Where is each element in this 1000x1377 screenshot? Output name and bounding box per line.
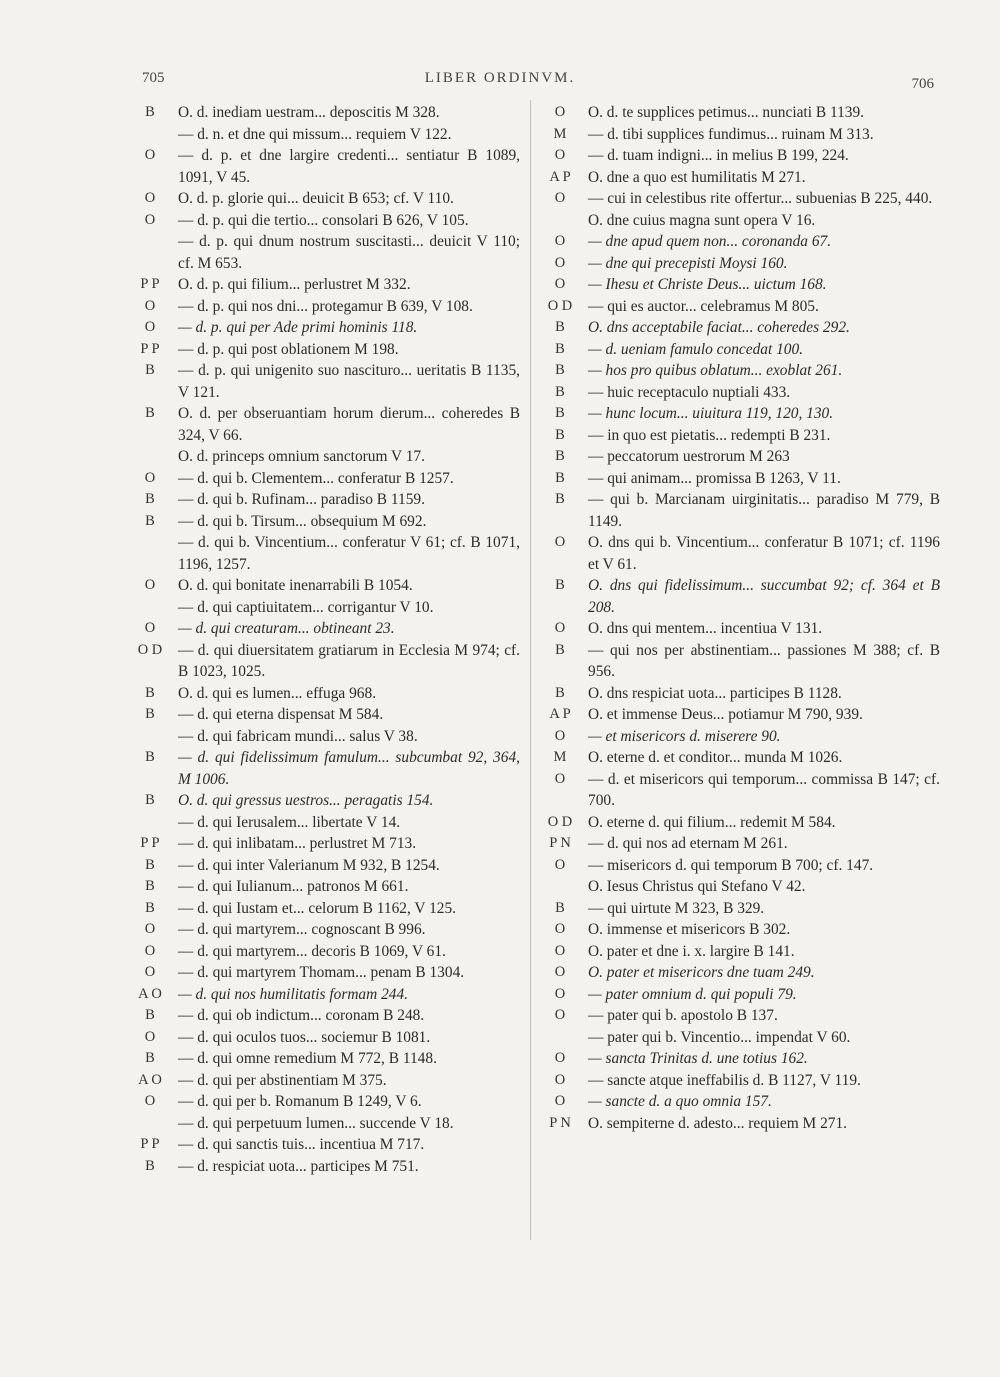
entry-siglum: O	[144, 211, 156, 228]
entry-text: — hos pro quibus oblatum... exoblat 261.	[588, 362, 843, 379]
index-entry	[538, 188, 940, 210]
index-entry	[538, 984, 940, 1006]
entry-siglum: O	[554, 856, 566, 873]
entry-siglum: B	[555, 684, 565, 701]
entry-siglum: O	[144, 1028, 156, 1045]
entry-text: O. et immense Deus... potiamur M 790, 939.	[588, 706, 863, 723]
index-entry	[538, 1091, 940, 1113]
entry-siglum: O	[554, 985, 566, 1002]
entry-text: — d. qui inter Valerianum M 932, B 1254.	[178, 856, 440, 874]
entry-siglum: B	[145, 792, 155, 808]
entry-siglum: O	[554, 921, 566, 937]
entry-text: — d. p. qui post oblationem M 198.	[178, 340, 399, 358]
entry-text: — hunc locum... uiuitura 119, 120, 130.	[588, 405, 834, 422]
index-entry	[128, 1134, 520, 1156]
entry-text: — d. p. qui dnum nostrum suscitasti... deuicit V 110; cf. M 653.	[178, 233, 520, 272]
entry-text: — d. qui inlibatam... perlustret M 713.	[178, 835, 417, 852]
entry-text: O. dns qui fidelissimum... succumbat 92; cf. 364 et B 208.	[588, 577, 940, 616]
entry-text: — qui nos per abstinentiam... passiones M 388; cf. B 956.	[588, 641, 940, 680]
entry-siglum: O	[554, 276, 566, 292]
entry-siglum: O	[144, 319, 156, 335]
entry-text: — qui animam... promissa B 1263, V 11.	[588, 469, 841, 487]
index-entry	[128, 618, 520, 640]
index-entry	[128, 833, 520, 855]
entry-siglum: O	[554, 620, 566, 636]
entry-siglum: O	[554, 147, 566, 163]
index-entry	[538, 102, 940, 124]
entry-text: — d. qui per abstinentiam M 375.	[178, 1071, 387, 1089]
entry-text: — d. p. qui unigenito suo nascituro... ueritatis B 1135, V 121.	[178, 362, 520, 401]
entry-text: O. dns qui mentem... incentiua V 131.	[588, 620, 823, 637]
index-entry	[128, 468, 520, 490]
entry-text: — pater qui b. Vincentio... impendat V 60.	[588, 1028, 851, 1046]
index-entry	[538, 618, 940, 640]
index-entry	[128, 812, 520, 834]
index-entry	[128, 446, 520, 468]
entry-text: — sancte atque ineffabilis d. B 1127, V 119.	[588, 1071, 861, 1089]
index-entry	[128, 683, 520, 705]
entry-text: — d. qui per b. Romanum B 1249, V 6.	[178, 1093, 422, 1110]
entry-text: — d. p. qui nos dni... protegamur B 639, V 108.	[178, 297, 473, 315]
index-entry	[128, 188, 520, 210]
entry-text: — d. qui Iustam et... celorum B 1162, V 125.	[178, 899, 457, 917]
entry-text: — d. qui creaturam... obtineant 23.	[178, 620, 395, 637]
entry-siglum: B	[555, 448, 565, 464]
index-entry	[538, 468, 940, 490]
entry-siglum: O	[554, 1007, 566, 1023]
index-entry	[538, 532, 940, 575]
index-entry	[128, 1070, 520, 1092]
entry-siglum: O	[144, 469, 156, 486]
index-entry	[128, 919, 520, 941]
entry-siglum: B	[145, 684, 155, 701]
index-entry	[538, 296, 940, 318]
index-entry	[538, 962, 940, 984]
entry-siglum: B	[555, 383, 565, 400]
entry-siglum: B	[145, 1007, 155, 1023]
entry-text: — d. qui nos ad eternam M 261.	[588, 835, 788, 852]
entry-text: — in quo est pietatis... redempti B 231.	[588, 426, 831, 444]
entry-text: O. d. p. glorie qui... deuicit B 653; cf. V 110.	[178, 190, 454, 207]
entry-text: O. Iesus Christus qui Stefano V 42.	[588, 878, 806, 895]
index-entry	[538, 403, 940, 425]
index-entry	[538, 1070, 940, 1092]
index-entry	[128, 597, 520, 619]
index-entry	[538, 167, 940, 189]
index-entry	[538, 425, 940, 447]
index-entry	[128, 532, 520, 575]
entry-text: O. pater et dne i. x. largire B 141.	[588, 942, 795, 960]
index-entry	[128, 1005, 520, 1027]
index-entry	[128, 274, 520, 296]
entry-text: — pater qui b. apostolo B 137.	[588, 1007, 778, 1024]
entry-siglum: P P	[140, 340, 160, 357]
index-entry	[128, 145, 520, 188]
entry-siglum: B	[555, 491, 565, 507]
page-number-right: 706	[911, 76, 934, 92]
entry-siglum: O	[554, 254, 566, 271]
entry-text: — d. tuam indigni... in melius B 199, 224.	[588, 147, 849, 164]
entry-text: — d. qui b. Vincentium... conferatur V 61; cf. B 1071, 1196, 1257.	[178, 534, 520, 573]
entry-text: — d. qui eterna dispensat M 584.	[178, 706, 384, 723]
page-header	[0, 66, 1000, 96]
entry-siglum: P P	[140, 276, 160, 292]
entry-text: — peccatorum uestrorum M 263	[588, 448, 790, 465]
index-entry	[538, 382, 940, 404]
entry-siglum: B	[555, 899, 565, 916]
index-entry	[128, 726, 520, 748]
index-entry	[128, 941, 520, 963]
index-entry	[538, 640, 940, 683]
entry-siglum: O D	[547, 297, 573, 314]
entry-text: — d. p. et dne largire credenti... sentiatur B 1089, 1091, V 45.	[178, 147, 520, 186]
entry-text: — pater omnium d. qui populi 79.	[588, 985, 797, 1003]
entry-siglum: B	[145, 104, 155, 120]
index-entry	[538, 683, 940, 705]
index-entry	[128, 1156, 520, 1178]
entry-siglum: B	[555, 577, 565, 593]
entry-text: — dne apud quem non... coronanda 67.	[588, 233, 832, 250]
column-divider	[530, 100, 531, 1240]
index-entry	[128, 747, 520, 790]
index-entry	[538, 360, 940, 382]
entry-text: O. dne cuius magna sunt opera V 16.	[588, 211, 816, 229]
entry-text: — Ihesu et Christe Deus... uictum 168.	[588, 276, 827, 293]
entry-text: — d. tibi supplices fundimus... ruinam M 313.	[588, 125, 874, 143]
page-number-left: 705	[142, 70, 165, 86]
index-entry	[128, 1113, 520, 1135]
entry-siglum: O	[144, 297, 156, 314]
entry-siglum: A O	[138, 985, 162, 1002]
index-entry	[128, 231, 520, 274]
index-entry	[128, 1027, 520, 1049]
entry-text: — dne qui precepisti Moysi 160.	[588, 254, 788, 272]
running-title: LIBER ORDINVM.	[424, 70, 576, 86]
entry-siglum: P P	[140, 835, 160, 851]
entry-text: O. pater et misericors dne tuam 249.	[588, 964, 815, 981]
entry-siglum: B	[555, 362, 565, 378]
index-entry	[128, 1048, 520, 1070]
entry-text: O. dns qui b. Vincentium... conferatur B 1071; cf. 1196 et V 61.	[588, 534, 940, 573]
entry-siglum: O	[554, 942, 566, 959]
index-entry	[128, 360, 520, 403]
entry-siglum: B	[555, 340, 565, 357]
entry-text: — cui in celestibus rite offertur... subuenias B 225, 440.	[588, 190, 933, 207]
entry-text: — d. respiciat uota... participes M 751.	[178, 1157, 419, 1175]
entry-text: — d. qui b. Clementem... conferatur B 1257.	[178, 469, 454, 487]
entry-text: O. d. per obseruantiam horum dierum... coheredes B 324, V 66.	[178, 405, 520, 444]
index-entry	[128, 403, 520, 446]
entry-siglum: O	[144, 620, 156, 636]
index-entry	[538, 812, 940, 834]
entry-text: O. d. qui gressus uestros... peragatis 154.	[178, 792, 434, 809]
entry-siglum: B	[145, 878, 155, 894]
index-entry	[538, 769, 940, 812]
entry-siglum: O	[554, 1050, 566, 1066]
entry-siglum: B	[555, 641, 565, 658]
entry-siglum: B	[145, 856, 155, 873]
entry-siglum: O	[554, 104, 566, 120]
index-entry	[128, 790, 520, 812]
entry-text: — d. qui perpetuum lumen... succende V 18.	[178, 1114, 454, 1132]
entry-text: — d. qui fidelissimum famulum... subcumbat 92, 364, M 1006.	[178, 749, 520, 788]
entry-siglum: P N	[549, 835, 571, 851]
index-entry	[128, 489, 520, 511]
entry-text: — d. qui Ierusalem... libertate V 14.	[178, 813, 401, 831]
entry-siglum: O	[144, 190, 156, 206]
index-entry	[538, 274, 940, 296]
entry-siglum: M	[553, 125, 567, 142]
entry-text: — misericors d. qui temporum B 700; cf. 147.	[588, 856, 874, 874]
entry-text: — d. qui martyrem Thomam... penam B 1304.	[178, 964, 465, 981]
entry-siglum: O	[554, 190, 566, 206]
index-entry	[538, 210, 940, 232]
entry-text: — d. qui martyrem... decoris B 1069, V 61.	[178, 942, 446, 960]
index-entry	[128, 640, 520, 683]
entry-text: — sancta Trinitas d. une totius 162.	[588, 1050, 808, 1067]
entry-text: O. eterne d. et conditor... munda M 1026.	[588, 749, 843, 766]
entry-text: — qui es auctor... celebramus M 805.	[588, 297, 819, 315]
entry-siglum: O	[554, 964, 566, 980]
entry-text: — d. qui Iulianum... patronos M 661.	[178, 878, 409, 895]
entry-text: — sancte d. a quo omnia 157.	[588, 1093, 772, 1110]
index-entry	[538, 941, 940, 963]
index-entry	[538, 919, 940, 941]
index-entry	[128, 984, 520, 1006]
entry-text: — qui uirtute M 323, B 329.	[588, 899, 765, 917]
entry-text: — d. qui fabricam mundi... salus V 38.	[178, 727, 418, 745]
entry-siglum: B	[555, 319, 565, 335]
entry-text: — d. qui martyrem... cognoscant B 996.	[178, 921, 426, 938]
index-entry	[538, 747, 940, 769]
index-entry	[538, 124, 940, 146]
entry-siglum: P P	[140, 1136, 160, 1152]
entry-siglum: P N	[549, 1114, 571, 1131]
entry-text: O. d. te supplices petimus... nunciati B 1139.	[588, 104, 865, 121]
entry-siglum: B	[145, 1050, 155, 1066]
index-entry	[128, 575, 520, 597]
entry-text: — d. et misericors qui temporum... commissa B 147; cf. 700.	[588, 770, 940, 809]
entry-siglum: O	[144, 577, 156, 593]
entry-text: O. d. qui es lumen... effuga 968.	[178, 684, 377, 702]
entry-siglum: O D	[137, 641, 163, 658]
entry-text: — d. qui omne remedium M 772, B 1148.	[178, 1050, 437, 1067]
index-entry	[128, 511, 520, 533]
index-entry	[128, 339, 520, 361]
index-entry	[538, 575, 940, 618]
index-entry	[128, 704, 520, 726]
entry-siglum: B	[145, 405, 155, 421]
index-entry	[538, 339, 940, 361]
entry-siglum: O	[554, 233, 566, 249]
entry-text: O. d. qui bonitate inenarrabili B 1054.	[178, 577, 413, 594]
entry-text: O. immense et misericors B 302.	[588, 921, 791, 938]
entry-text: O. dne a quo est humilitatis M 271.	[588, 168, 806, 186]
index-entry	[538, 145, 940, 167]
entry-text: — et misericors d. miserere 90.	[588, 727, 781, 745]
entry-text: — d. qui ob indictum... coronam B 248.	[178, 1007, 425, 1024]
index-entry	[538, 1048, 940, 1070]
entry-siglum: A P	[549, 706, 571, 722]
index-entry	[538, 489, 940, 532]
entry-text: — qui b. Marcianam uirginitatis... paradiso M 779, B 1149.	[588, 491, 940, 530]
entry-text: O. d. princeps omnium sanctorum V 17.	[178, 448, 425, 465]
entry-text: — d. qui diuersitatem gratiarum in Ecclesia M 974; cf. B 1023, 1025.	[178, 641, 520, 680]
entry-siglum: O	[144, 1093, 156, 1109]
index-entry	[538, 726, 940, 748]
index-entry	[128, 876, 520, 898]
entry-siglum: A P	[549, 168, 571, 185]
entry-siglum: O	[554, 1093, 566, 1109]
entry-text: O. d. inediam uestram... deposcitis M 328.	[178, 104, 440, 121]
entry-siglum: O	[554, 534, 566, 550]
index-entry	[538, 231, 940, 253]
index-entry	[538, 855, 940, 877]
index-entry	[128, 1091, 520, 1113]
index-entry	[128, 898, 520, 920]
index-entry	[538, 704, 940, 726]
index-entry	[538, 876, 940, 898]
entry-siglum: B	[145, 706, 155, 722]
entry-siglum: O	[144, 942, 156, 959]
index-entry	[538, 1005, 940, 1027]
entry-siglum: O	[144, 964, 156, 980]
entry-text: — huic receptaculo nuptiali 433.	[588, 383, 791, 401]
entry-siglum: B	[145, 491, 155, 507]
entry-text: — d. qui nos humilitatis formam 244.	[178, 985, 409, 1003]
index-entry	[538, 833, 940, 855]
entry-siglum: O	[554, 727, 566, 744]
right-column	[538, 102, 940, 1134]
index-entry	[128, 962, 520, 984]
index-entry	[128, 855, 520, 877]
index-entry	[538, 446, 940, 468]
entry-siglum: O	[144, 921, 156, 937]
entry-siglum: A O	[138, 1071, 162, 1088]
entry-siglum: O	[554, 1071, 566, 1088]
entry-text: — d. ueniam famulo concedat 100.	[588, 340, 804, 358]
entry-text: — d. qui oculos tuos... sociemur B 1081.	[178, 1028, 431, 1046]
entry-text: — d. qui captiuitatem... corrigantur V 10.	[178, 598, 434, 616]
entry-siglum: B	[555, 426, 565, 443]
entry-text: — d. qui b. Tirsum... obsequium M 692.	[178, 512, 427, 530]
index-entry	[538, 317, 940, 339]
entry-siglum: B	[145, 1157, 155, 1174]
entry-text: O. sempiterne d. adesto... requiem M 271.	[588, 1114, 848, 1132]
entry-siglum: O	[144, 147, 156, 163]
entry-text: — d. p. qui per Ade primi hominis 118.	[178, 319, 418, 336]
index-entry	[538, 1113, 940, 1135]
entry-siglum: B	[145, 899, 155, 916]
index-entry	[128, 102, 520, 124]
entry-text: O. dns respiciat uota... participes B 1128.	[588, 684, 842, 702]
entry-siglum: O D	[547, 813, 573, 830]
entry-text: O. dns acceptabile faciat... coheredes 292.	[588, 319, 850, 336]
index-entry	[128, 124, 520, 146]
index-entry	[128, 296, 520, 318]
entry-text: — d. n. et dne qui missum... requiem V 122.	[178, 125, 452, 143]
entry-text: O. eterne d. qui filium... redemit M 584.	[588, 813, 836, 831]
entry-siglum: M	[553, 749, 567, 765]
index-entry	[128, 317, 520, 339]
left-column	[128, 102, 520, 1177]
index-entry	[538, 253, 940, 275]
entry-siglum: B	[555, 469, 565, 486]
index-entry	[538, 898, 940, 920]
entry-siglum: B	[145, 749, 155, 765]
entry-siglum: B	[145, 512, 155, 529]
entry-siglum: B	[555, 405, 565, 421]
entry-text: — d. qui b. Rufinam... paradiso B 1159.	[178, 491, 425, 508]
entry-siglum: O	[554, 770, 566, 787]
entry-siglum: B	[145, 362, 155, 378]
entry-text: O. d. p. qui filium... perlustret M 332.	[178, 276, 411, 293]
index-entry	[538, 1027, 940, 1049]
entry-text: — d. p. qui die tertio... consolari B 626, V 105.	[178, 211, 469, 229]
entry-text: — d. qui sanctis tuis... incentiua M 717.	[178, 1136, 425, 1153]
index-entry	[128, 210, 520, 232]
